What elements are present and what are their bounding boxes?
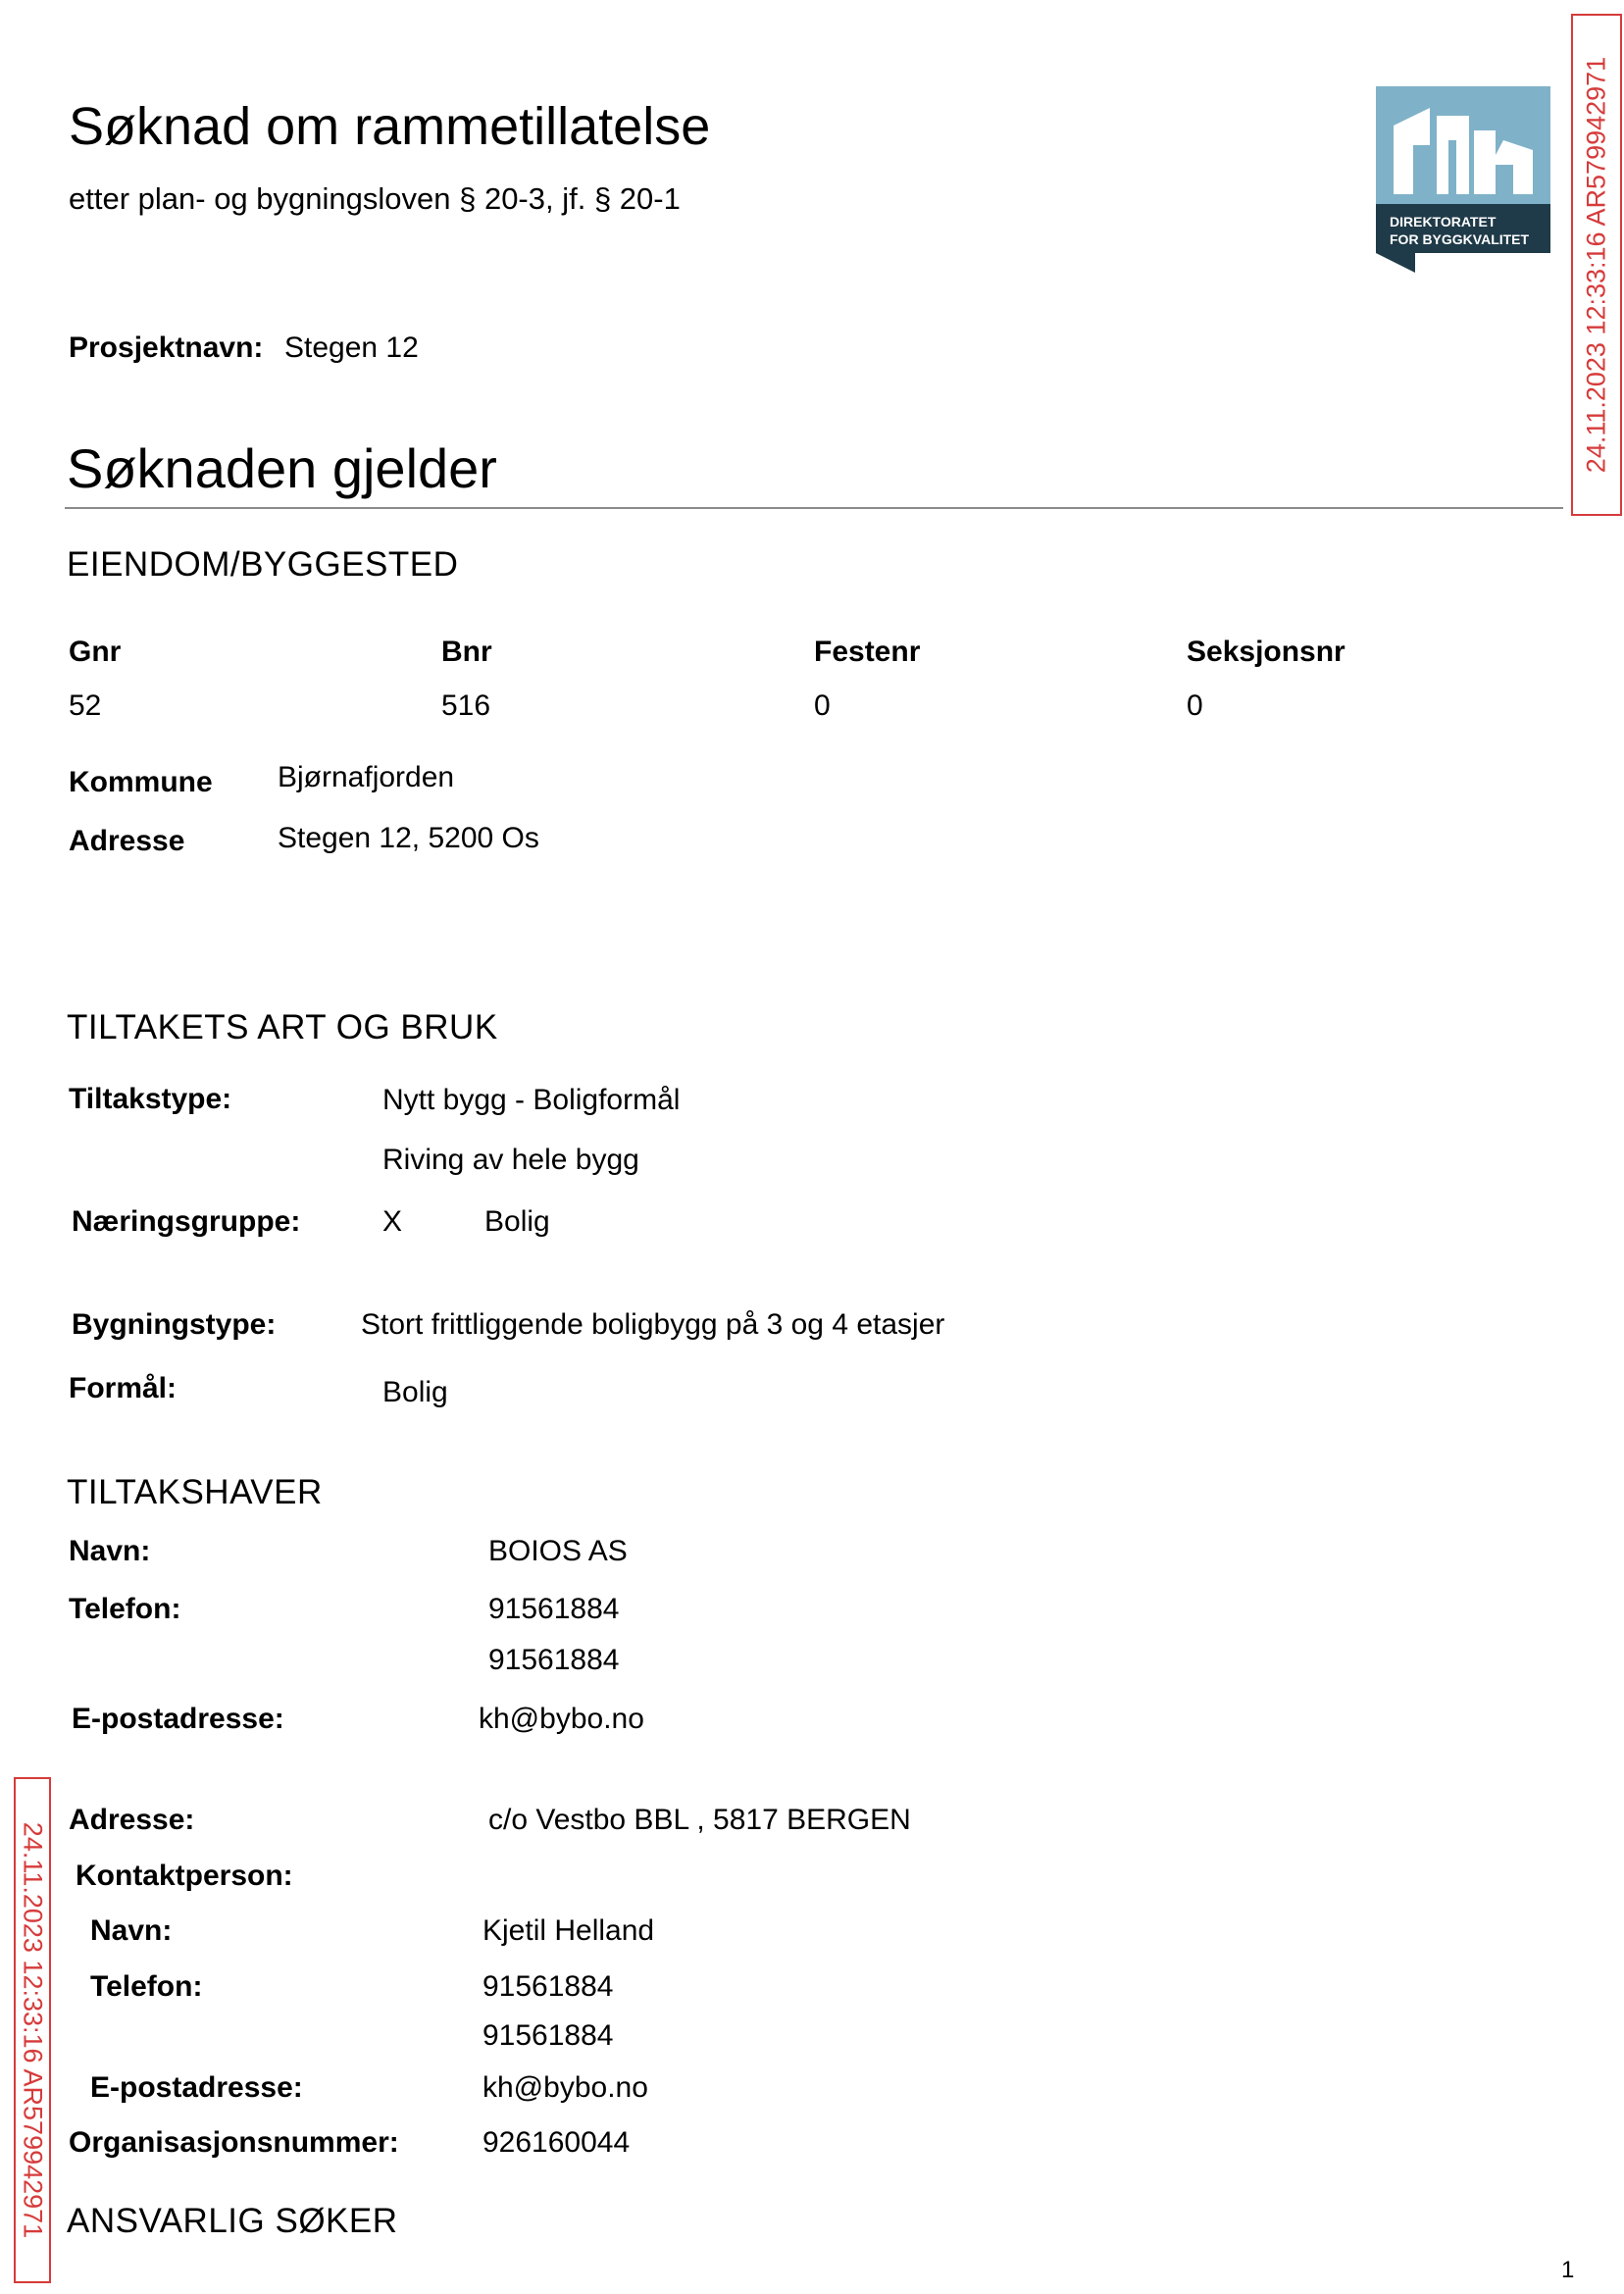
- logo-flag: [1376, 253, 1415, 273]
- tiltakshaver-navn-value: BOIOS AS: [488, 1535, 628, 1567]
- festenr-label: Festenr: [814, 636, 921, 668]
- eiendom-heading: EIENDOM/BYGGESTED: [67, 545, 459, 584]
- tiltakshaver-navn-label: Navn:: [69, 1535, 151, 1567]
- dibk-logo: [1376, 86, 1550, 273]
- seksjonsnr-label: Seksjonsnr: [1187, 636, 1345, 668]
- naeringsgruppe-label: Næringsgruppe:: [72, 1205, 301, 1238]
- naeringsgruppe-code: X: [382, 1205, 403, 1238]
- kontakt-telefon-value-2: 91561884: [482, 2019, 614, 2052]
- bygningstype-label: Bygningstype:: [72, 1308, 277, 1341]
- bnr-value: 516: [441, 689, 491, 722]
- tiltakshaver-telefon-label: Telefon:: [69, 1593, 181, 1625]
- tiltakshaver-epost-value: kh@bybo.no: [479, 1703, 644, 1735]
- project-name-label: Prosjektnavn:: [69, 331, 264, 364]
- gnr-value: 52: [69, 689, 102, 722]
- kommune-label: Kommune: [69, 766, 213, 798]
- tiltakshaver-heading: TILTAKSHAVER: [67, 1473, 323, 1511]
- tiltakshaver-telefon-value-1: 91561884: [488, 1593, 620, 1625]
- ansvarlig-soker-heading: ANSVARLIG SØKER: [67, 2202, 398, 2240]
- kontakt-navn-value: Kjetil Helland: [482, 1914, 655, 1947]
- tiltakshaver-telefon-value-2: 91561884: [488, 1644, 620, 1676]
- tiltakstype-value-1: Nytt bygg - Boligformål: [382, 1084, 681, 1116]
- stamp-text: 24.11.2023 12:33:16 AR579942971: [1581, 56, 1611, 474]
- project-name-value: Stegen 12: [284, 331, 419, 364]
- section-divider: [65, 507, 1563, 509]
- bnr-label: Bnr: [441, 636, 492, 668]
- kommune-value: Bjørnafjorden: [278, 761, 455, 793]
- tiltakshaver-adresse-label: Adresse:: [69, 1804, 195, 1836]
- kontakt-telefon-value-1: 91561884: [482, 1970, 614, 2003]
- document-subtitle: etter plan- og bygningsloven § 20-3, jf. § 20-1: [69, 181, 681, 216]
- festenr-value: 0: [814, 689, 831, 722]
- kontakt-navn-label: Navn:: [90, 1914, 173, 1947]
- adresse-label: Adresse: [69, 825, 185, 857]
- adresse-value: Stegen 12, 5200 Os: [278, 822, 539, 854]
- logo-line1: DIREKTORATET: [1390, 214, 1497, 229]
- tiltakstype-label: Tiltakstype:: [69, 1083, 232, 1115]
- formal-value: Bolig: [382, 1376, 448, 1408]
- section-title: Søknaden gjelder: [67, 437, 497, 499]
- organisasjonsnummer-value: 926160044: [482, 2126, 631, 2159]
- tiltakstype-value-2: Riving av hele bygg: [382, 1144, 639, 1176]
- kontakt-epost-value: kh@bybo.no: [482, 2071, 648, 2104]
- stamp-text-left: 24.11.2023 12:33:16 AR579942971: [18, 1821, 48, 2239]
- seksjonsnr-value: 0: [1187, 689, 1203, 722]
- naeringsgruppe-value: Bolig: [484, 1205, 550, 1238]
- document-title: Søknad om rammetillatelse: [69, 97, 711, 156]
- organisasjonsnummer-label: Organisasjonsnummer:: [69, 2126, 399, 2159]
- tiltakshaver-epost-label: E-postadresse:: [72, 1703, 284, 1735]
- formal-label: Formål:: [69, 1372, 178, 1404]
- archive-stamp-left: [14, 1777, 51, 2283]
- kontakt-epost-label: E-postadresse:: [90, 2071, 303, 2104]
- page-number: 1: [1561, 2257, 1575, 2283]
- tiltak-heading: TILTAKETS ART OG BRUK: [67, 1008, 498, 1046]
- archive-stamp-right: [1571, 14, 1622, 516]
- gnr-label: Gnr: [69, 636, 122, 668]
- kontakt-telefon-label: Telefon:: [90, 1970, 203, 2003]
- tiltakshaver-adresse-value: c/o Vestbo BBL , 5817 BERGEN: [488, 1804, 911, 1836]
- logo-line2: FOR BYGGKVALITET: [1390, 231, 1530, 247]
- bygningstype-value: Stort frittliggende boligbygg på 3 og 4 etasjer: [361, 1308, 945, 1341]
- kontaktperson-label: Kontaktperson:: [76, 1860, 293, 1892]
